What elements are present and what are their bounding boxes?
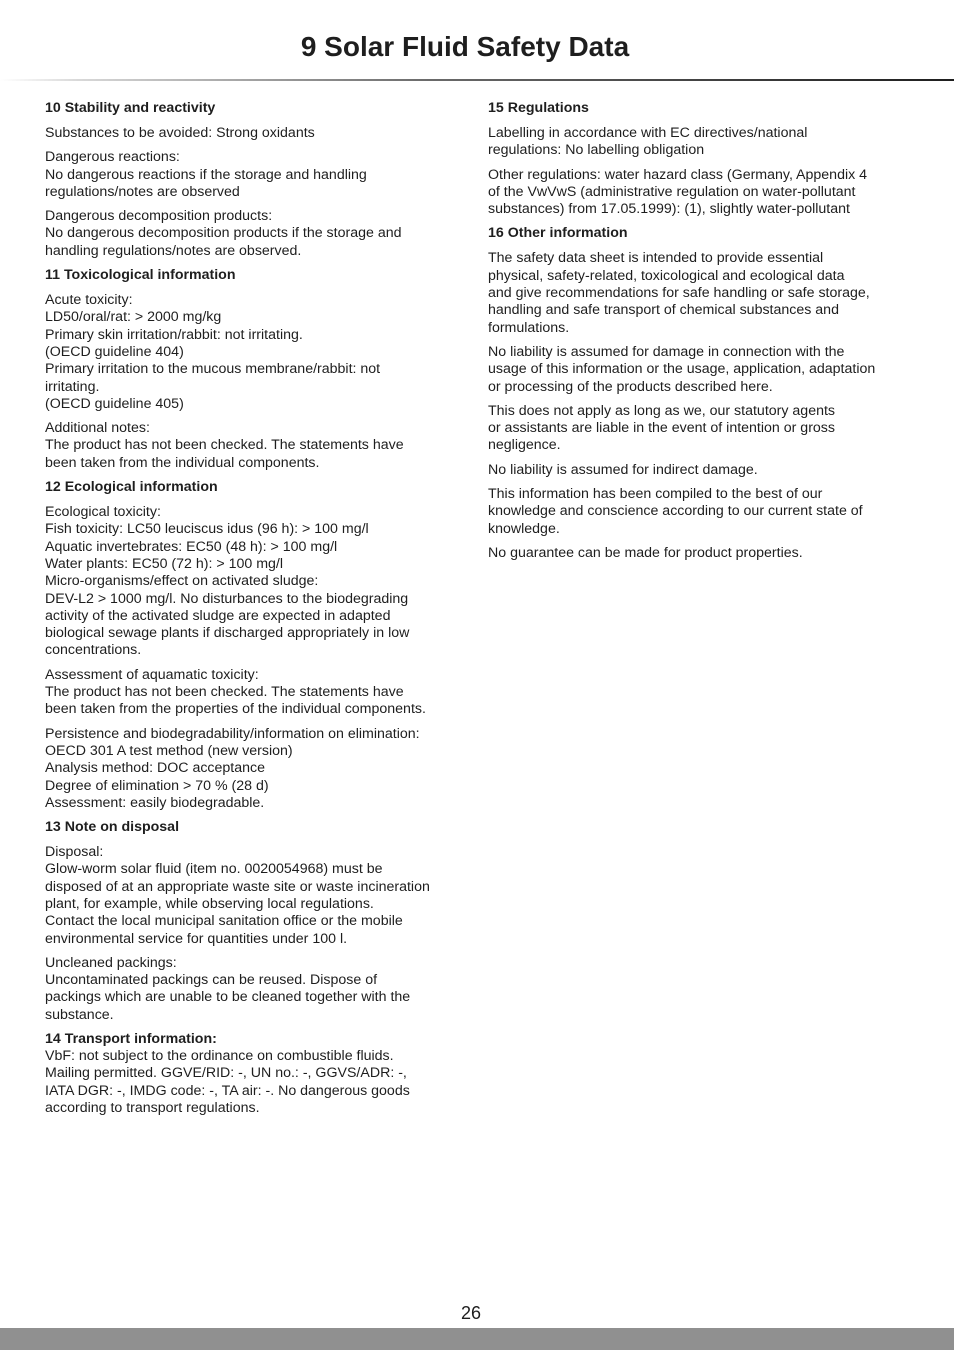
- paragraph: Disposal: Glow-worm solar fluid (item no. 0020054968) must be disposed of at an appropriate waste site or waste incineration plant, for example, while observing local regulations. Contact the local municipal sanitation office or the mobile environmental service for quantities under 100 l.: [45, 844, 430, 947]
- section-ecological-information: [45, 479, 440, 812]
- header-rule: [0, 79, 954, 81]
- paragraph: This information has been compiled to the best of our knowledge and conscience according to our current state of knowledge.: [488, 486, 863, 537]
- paragraph: Assessment of aquamatic toxicity: The product has not been checked. The statements have been taken from the properties of the individual components.: [45, 666, 426, 718]
- paragraph: No liability is assumed for damage in connection with the usage of this information or the usage, application, adaptation or processing of the products described here.: [488, 343, 876, 395]
- section-heading: 13 Note on disposal: [45, 819, 180, 836]
- page-title: 9 Solar Fluid Safety Data: [300, 31, 630, 62]
- section-note-on-disposal: [45, 819, 440, 1024]
- paragraph: Dangerous reactions: No dangerous reactions if the storage and handling regulations/notes are observed: [45, 149, 367, 200]
- footer-bar: [0, 1328, 954, 1350]
- paragraph: No liability is assumed for indirect damage.: [488, 461, 758, 478]
- paragraph: Other regulations: water hazard class (Germany, Appendix 4 of the VwVwS (administrative regulation on water-pollutant substances) from 17.05.1999): (1), slightly water-pollutant: [488, 166, 868, 218]
- section-heading: 14 Transport information:: [45, 1031, 217, 1048]
- paragraph: This does not apply as long as we, our statutory agents or assistants are liable in the event of intention or gross negligence.: [488, 402, 836, 454]
- section-heading: 10 Stability and reactivity: [45, 100, 216, 116]
- paragraph: Additional notes: The product has not been checked. The statements have been taken from the individual components.: [45, 420, 404, 471]
- section-other-information: [488, 225, 888, 562]
- paragraph: VbF: not subject to the ordinance on combustible fluids. Mailing permitted. GGVE/RID: -, UN no.: -, GGVS/ADR: -, IATA DGR: -, IMDG code: -, TA air: -. No dangerous goods according to transport regulations.: [45, 1048, 410, 1116]
- page-number: 26: [460, 1303, 482, 1323]
- section-regulations: [488, 100, 888, 218]
- section-heading: 11 Toxicological information: [45, 267, 236, 284]
- section-toxicological-information: [45, 267, 440, 472]
- paragraph: Persistence and biodegradability/information on elimination: OECD 301 A test method (new version) Analysis method: DOC acceptance Degree of elimination > 70 % (28 d) Assessment: easily biodegradable.: [45, 725, 420, 811]
- section-heading: 15 Regulations: [488, 100, 589, 116]
- paragraph: Substances to be avoided: Strong oxidants: [45, 125, 315, 141]
- paragraph: Uncleaned packings: Uncontaminated packings can be reused. Dispose of packings which are unable to be cleaned together with the substance.: [45, 954, 411, 1023]
- section-transport-information: [45, 1031, 440, 1117]
- paragraph: Labelling in accordance with EC directives/national regulations: No labelling obligation: [488, 125, 808, 159]
- right-column: [488, 100, 888, 569]
- paragraph: Dangerous decomposition products: No dangerous decomposition products if the storage and handling regulations/notes are observed.: [45, 208, 402, 259]
- paragraph: Acute toxicity: LD50/oral/rat: > 2000 mg/kg Primary skin irritation/rabbit: not irritating. (OECD guideline 404) Primary irritation to the mucous membrane/rabbit: not irritating. (OECD guideline 405): [45, 292, 381, 412]
- section-heading: 16 Other information: [488, 225, 628, 242]
- paragraph: No guarantee can be made for product properties.: [488, 544, 803, 561]
- section-heading: 12 Ecological information: [45, 479, 218, 496]
- paragraph: Ecological toxicity: Fish toxicity: LC50 leuciscus idus (96 h): > 100 mg/l Aquatic invertebrates: EC50 (48 h): > 100 mg/l Water plants: EC50 (72 h): > 100 mg/l Micro-organisms/effect on activated sludge: DEV-L2 > 1000 mg/l. No disturbances to the biodegrading activity of the activated sludge are expected in adapted biological sewage plants if discharged appropriately in low concentrations.: [45, 504, 410, 659]
- paragraph: The safety data sheet is intended to provide essential physical, safety-related, toxicological and ecological data and give recommendations for safe handling or safe storage, handling and safe transport of chemical substances and formulations.: [488, 250, 870, 336]
- left-column: [45, 100, 440, 1124]
- page-header: [0, 0, 954, 82]
- section-stability-reactivity: [45, 100, 440, 260]
